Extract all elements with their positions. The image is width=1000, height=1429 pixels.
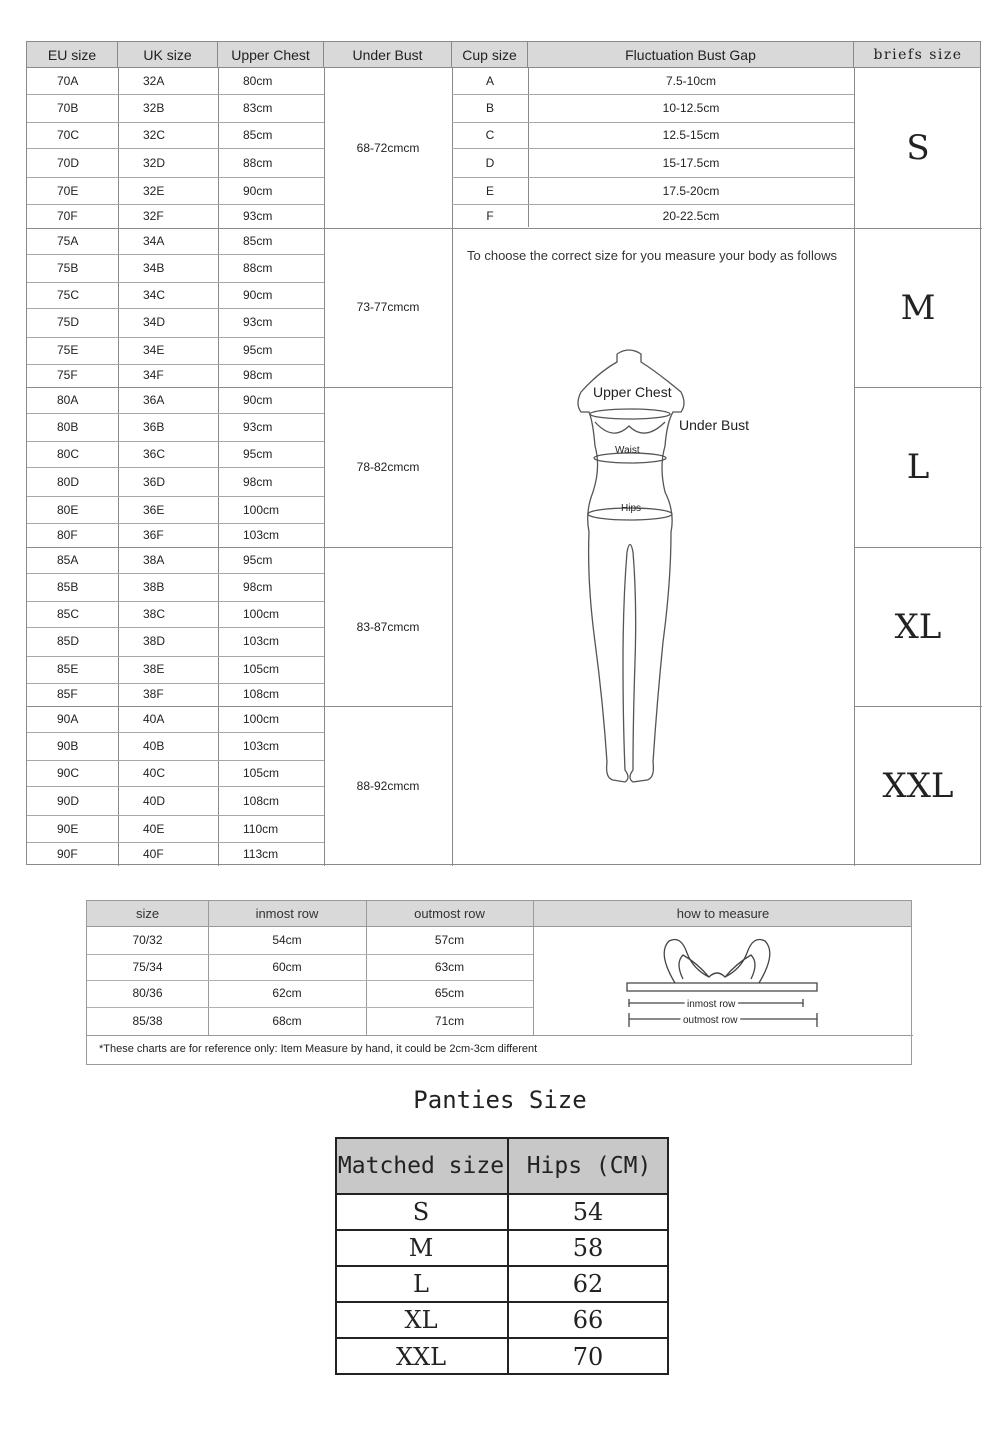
inmost-row-cell: 60cm [272,960,302,974]
bust-line [595,422,665,433]
uk-size-cell: 36C [143,447,166,462]
uk-size-cell: 32D [143,155,166,170]
header-how-to-measure: how to measure [676,906,770,921]
uk-size-cell: 34E [143,343,165,358]
uk-size-cell: 32F [143,208,164,223]
inmost-row-cell: 54cm [272,933,302,947]
label-upper-chest: Upper Chest [593,384,672,400]
eu-size-cell: 90D [57,793,80,808]
measure-instructions: To choose the correct size for you measure your body as follows [467,248,837,263]
uk-size-cell: 38E [143,662,165,677]
header-eu-size: EU size [27,42,118,68]
uk-size-cell: 38F [143,687,164,702]
right-leg-outline [630,532,671,782]
band-table-header [87,901,911,927]
uk-size-cell: 40D [143,793,166,808]
header-matched-size: Matched size [335,1137,507,1194]
upper-chest-cell: 95cm [243,343,273,358]
upper-chest-cell: 105cm [243,766,280,781]
uk-size-cell: 36D [143,474,166,489]
left-cup-inner [679,955,709,979]
inmost-row-cell: 62cm [272,986,302,1000]
uk-size-cell: 34D [143,315,166,330]
cup-size-cell: E [485,183,494,198]
eu-size-cell: 90F [57,846,78,861]
eu-size-cell: 80E [57,502,79,517]
label-outmost-row: outmost row [683,1015,738,1026]
header-briefs-size: briefs size [873,47,963,63]
header-uk-size: UK size [118,42,218,68]
eu-size-cell: 75C [57,287,80,302]
header-size: size [135,906,160,921]
uk-size-cell: 40E [143,821,165,836]
eu-size-cell: 85B [57,579,79,594]
eu-size-cell: 75F [57,368,78,383]
eu-size-cell: 75A [57,233,79,248]
upper-chest-cell: 95cm [243,552,273,567]
upper-chest-cell: 93cm [243,315,273,330]
under-bust-cell: 78-82cmcm [356,459,420,474]
upper-chest-cell: 103cm [243,634,280,649]
uk-size-cell: 34A [143,233,165,248]
size-chart-header-row [27,42,980,68]
uk-size-cell: 40B [143,739,165,754]
briefs-size-cell: M [900,287,936,328]
upper-chest-cell: 103cm [243,739,280,754]
outmost-row-cell: 57cm [434,933,465,947]
header-fluctuation-bust-gap: Fluctuation Bust Gap [528,42,854,68]
eu-size-cell: 75D [57,315,80,330]
crotch-outline [627,545,633,553]
upper-chest-cell: 100cm [243,712,280,727]
upper-chest-cell: 98cm [243,579,273,594]
briefs-size-cell: S [906,128,930,168]
outmost-row-cell: 65cm [434,986,465,1000]
header-upper-chest: Upper Chest [218,42,324,68]
uk-size-cell: 40A [143,712,165,727]
bra-band-diagram [617,933,827,1033]
header-inmost-row: inmost row [255,906,319,921]
upper-chest-cell: 85cm [243,128,273,142]
reference-note: *These charts are for reference only: Item Measure by hand, it could be 2cm-3cm different [99,1043,538,1055]
bust-gap-cell: 15-17.5cm [662,155,720,170]
panties-top-border [335,1137,669,1139]
matched-size-cell: XXL [395,1342,447,1371]
matched-size-cell: M [408,1234,434,1262]
group-divider [854,387,982,388]
matched-size-cell: XL [404,1306,438,1334]
uk-size-cell: 36B [143,420,165,435]
outmost-row-cell: 71cm [434,1014,465,1028]
eu-size-cell: 75B [57,260,79,275]
upper-chest-cell: 90cm [243,393,273,408]
upper-chest-cell: 103cm [243,527,280,542]
eu-size-cell: 85D [57,634,80,649]
matched-size-cell: S [412,1198,430,1226]
bust-gap-cell: 12.5-15cm [662,128,720,142]
uk-size-cell: 32B [143,101,165,115]
eu-size-cell: 70F [57,208,78,223]
under-bust-cell: 68-72cmcm [356,140,420,155]
upper-chest-cell: 100cm [243,606,280,621]
uk-size-cell: 34C [143,287,166,302]
label-under-bust: Under Bust [679,417,750,433]
briefs-size-cell: XL [894,606,942,647]
cup-size-cell: C [485,128,495,142]
label-waist: Waist [615,445,640,456]
upper-chest-cell: 95cm [243,447,273,462]
eu-size-cell: 90C [57,766,80,781]
right-cup-inner [725,955,755,979]
group-divider [854,706,982,707]
upper-chest-cell: 90cm [243,287,273,302]
uk-size-cell: 40F [143,846,164,861]
eu-size-cell: 85E [57,662,79,677]
band-size-cell: 80/36 [132,986,163,1000]
eu-size-cell: 70C [57,128,80,142]
briefs-size-cell: XXL [882,766,954,807]
band-size-cell: 75/34 [132,960,163,974]
bust-gap-cell: 17.5-20cm [662,183,720,198]
under-bust-cell: 83-87cmcm [356,619,420,634]
eu-size-cell: 80A [57,393,79,408]
eu-size-cell: 90A [57,712,79,727]
eu-size-cell: 90E [57,821,79,836]
upper-chest-cell: 93cm [243,208,273,223]
upper-chest-cell: 98cm [243,368,273,383]
outmost-row-cell: 63cm [434,960,465,974]
eu-size-cell: 80B [57,420,79,435]
uk-size-cell: 32A [143,74,165,88]
left-hip-outline [588,446,598,532]
cup-size-cell: D [485,155,495,170]
left-leg-outline [589,532,628,782]
label-inmost-row: inmost row [687,999,736,1010]
eu-size-cell: 85A [57,552,79,567]
upper-chest-band [590,409,670,419]
under-bust-cell: 88-92cmcm [356,779,420,794]
band-length-table [86,900,912,1065]
group-divider [854,547,982,548]
header-cup-size: Cup size [452,42,528,68]
group-divider [452,228,854,229]
panties-right-border [667,1137,669,1375]
upper-chest-cell: 88cm [243,260,273,275]
uk-size-cell: 34B [143,260,165,275]
eu-size-cell: 70A [57,74,79,88]
hips-cm-cell: 62 [572,1270,604,1298]
panties-title: Panties Size [413,1086,587,1114]
upper-chest-cell: 83cm [243,101,273,115]
upper-chest-cell: 88cm [243,155,273,170]
upper-chest-cell: 90cm [243,183,273,198]
band-size-cell: 70/32 [132,933,163,947]
label-hips: Hips [621,503,642,514]
inmost-row-cell: 68cm [272,1014,302,1028]
eu-size-cell: 75E [57,343,79,358]
uk-size-cell: 38C [143,606,166,621]
header-under-bust: Under Bust [324,42,452,68]
uk-size-cell: 36A [143,393,165,408]
eu-size-cell: 85F [57,687,78,702]
uk-size-cell: 38A [143,552,165,567]
band-size-cell: 85/38 [132,1014,163,1028]
upper-chest-cell: 85cm [243,233,273,248]
uk-size-cell: 36F [143,527,164,542]
upper-chest-cell: 93cm [243,420,273,435]
hips-cm-cell: 58 [572,1234,604,1262]
briefs-size-cell: L [906,447,930,488]
upper-chest-cell: 105cm [243,662,280,677]
uk-size-cell: 38B [143,579,165,594]
uk-size-cell: 40C [143,766,166,781]
cup-size-cell: A [485,74,494,88]
eu-size-cell: 80C [57,447,80,462]
eu-size-cell: 80F [57,527,78,542]
uk-size-cell: 36E [143,502,165,517]
right-hip-outline [662,446,672,532]
upper-chest-cell: 110cm [243,821,279,836]
band-strap [627,983,817,991]
cup-size-cell: B [485,101,494,115]
upper-chest-cell: 80cm [243,74,273,88]
cup-size-cell: F [486,208,494,223]
band-note-divider [87,1035,913,1036]
bust-gap-cell: 20-22.5cm [662,208,720,223]
hips-cm-cell: 70 [572,1342,604,1371]
panties-size-table [335,1137,669,1375]
matched-size-cell: L [413,1270,429,1298]
bust-gap-cell: 7.5-10cm [665,74,717,88]
upper-chest-cell: 98cm [243,474,273,489]
group-divider [854,228,982,229]
band-column-divider [533,901,534,1035]
upper-chest-cell: 113cm [243,846,279,861]
under-bust-cell: 73-77cmcm [356,300,420,315]
eu-size-cell: 70D [57,155,80,170]
header-hips-cm: Hips (CM) [509,1137,669,1194]
body-measurement-figure [547,342,847,802]
uk-size-cell: 32C [143,128,166,142]
uk-size-cell: 34F [143,368,164,383]
hips-cm-cell: 66 [572,1306,604,1334]
eu-size-cell: 70E [57,183,79,198]
upper-chest-cell: 100cm [243,502,280,517]
eu-size-cell: 85C [57,606,80,621]
eu-size-cell: 80D [57,474,80,489]
uk-size-cell: 38D [143,634,166,649]
bust-gap-cell: 10-12.5cm [662,101,720,115]
uk-size-cell: 32E [143,183,165,198]
hips-cm-cell: 54 [572,1198,604,1226]
bra-size-chart [26,41,981,865]
upper-chest-cell: 108cm [243,687,280,702]
eu-size-cell: 90B [57,739,79,754]
upper-chest-cell: 108cm [243,793,280,808]
eu-size-cell: 70B [57,101,79,115]
header-outmost-row: outmost row [414,906,485,921]
